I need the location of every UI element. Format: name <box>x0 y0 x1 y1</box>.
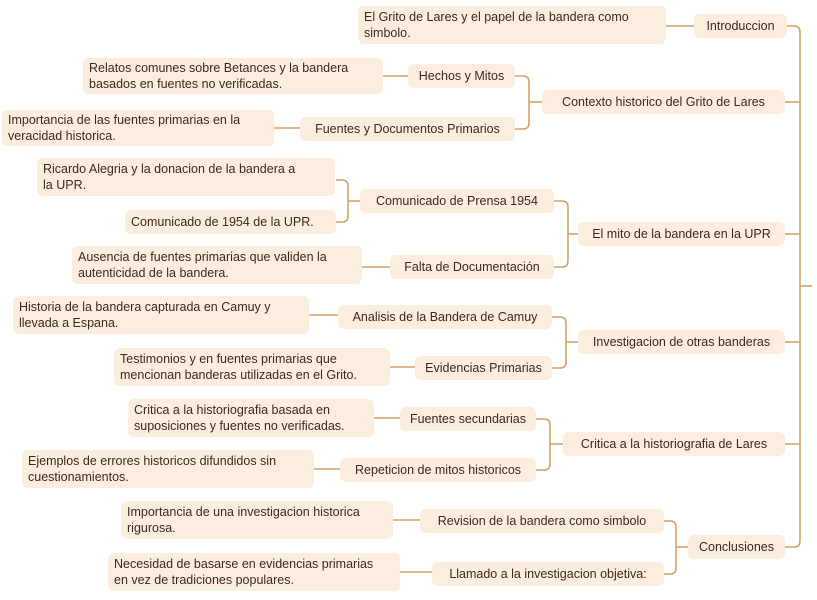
bracket-mito <box>554 201 568 267</box>
branch-conclusiones[interactable]: Conclusiones <box>688 535 785 559</box>
note-fuentes-primarias: Importancia de las fuentes primarias en la veracidad historica. <box>2 110 274 146</box>
note-evidencias-primarias: Necesidad de basarse en evidencias primarias en vez de tradiciones populares. <box>108 553 400 591</box>
branch-contexto-historico[interactable]: Contexto historico del Grito de Lares <box>542 90 785 114</box>
note-introduccion: El Grito de Lares y el papel de la bandera como simbolo. <box>358 6 666 44</box>
subtopic-analisis-bandera-camuy[interactable]: Analisis de la Bandera de Camuy <box>338 305 552 329</box>
branch-mito-bandera-upr[interactable]: El mito de la bandera en la UPR <box>578 222 785 246</box>
subtopic-repeticion-mitos[interactable]: Repeticion de mitos historicos <box>340 458 536 482</box>
bracket-investigacion <box>552 317 566 368</box>
note-investigacion-rigurosa: Importancia de una investigacion historica rigurosa. <box>121 501 393 539</box>
bracket-conclusiones <box>664 521 676 574</box>
subtopic-falta-documentacion[interactable]: Falta de Documentación <box>390 255 554 279</box>
note-errores-historicos: Ejemplos de errores historicos difundidos sin cuestionamientos. <box>22 450 314 488</box>
subtopic-llamado-investigacion[interactable]: Llamado a la investigacion objetiva: <box>432 562 664 586</box>
note-hechos-y-mitos: Relatos comunes sobre Betances y la bandera basados en fuentes no verificadas. <box>83 58 383 94</box>
note-critica-historiografia: Critica a la historiografia basada en suposiciones y fuentes no verificadas. <box>128 399 374 437</box>
branch-critica-historiografia[interactable]: Critica a la historiografia de Lares <box>563 432 785 456</box>
note-testimonios: Testimonios y en fuentes primarias que mencionan banderas utilizadas en el Grito. <box>114 348 390 386</box>
branch-investigacion-otras-banderas[interactable]: Investigacion de otras banderas <box>578 330 785 354</box>
subtopic-fuentes-secundarias[interactable]: Fuentes secundarias <box>400 407 536 431</box>
bracket-contexto <box>515 76 529 129</box>
subtopic-evidencias-primarias[interactable]: Evidencias Primarias <box>415 356 552 380</box>
note-bandera-camuy: Historia de la bandera capturada en Camuy y llevada a Espana. <box>13 296 309 334</box>
branch-introduccion[interactable]: Introduccion <box>694 14 787 38</box>
root-spine <box>785 26 800 547</box>
subtopic-comunicado-prensa[interactable]: Comunicado de Prensa 1954 <box>360 189 554 213</box>
note-ricardo-alegria: Ricardo Alegria y la donacion de la bandera a la UPR. <box>37 158 335 196</box>
subtopic-hechos-y-mitos[interactable]: Hechos y Mitos <box>408 64 515 88</box>
bracket-comunicado <box>336 180 348 222</box>
bracket-critica <box>536 419 550 470</box>
note-comunicado-1954: Comunicado de 1954 de la UPR. <box>125 210 336 234</box>
subtopic-revision-bandera-simbolo[interactable]: Revision de la bandera como simbolo <box>420 509 664 533</box>
subtopic-fuentes-documentos-primarios[interactable]: Fuentes y Documentos Primarios <box>300 117 515 141</box>
note-ausencia-fuentes: Ausencia de fuentes primarias que validen la autenticidad de la bandera. <box>72 246 362 284</box>
